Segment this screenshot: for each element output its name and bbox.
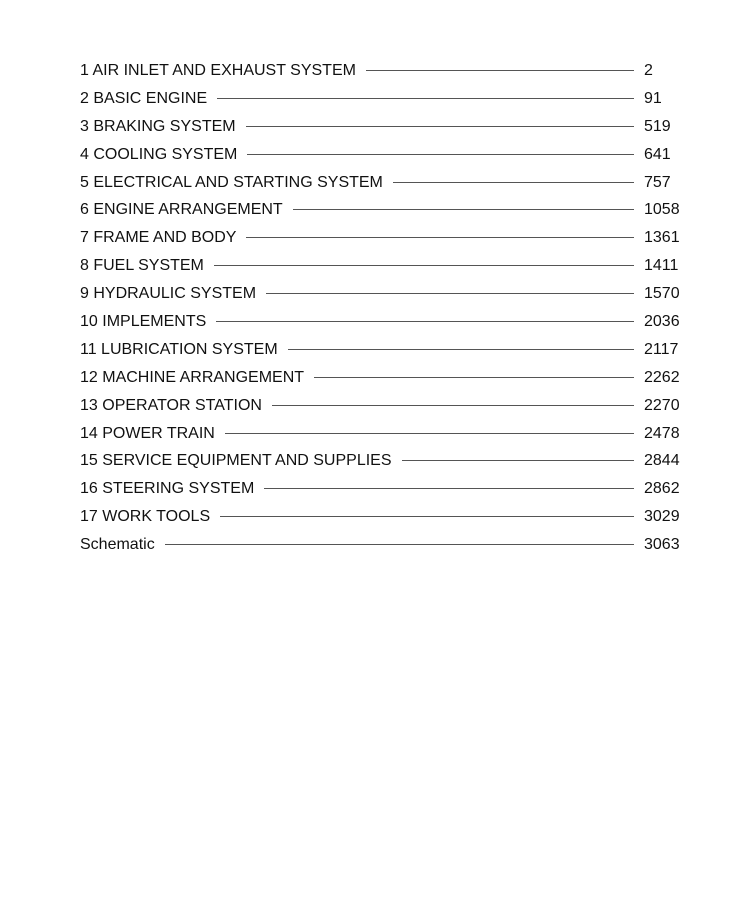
toc-entry-page[interactable]: 2036 bbox=[644, 313, 680, 331]
toc-leader-line bbox=[293, 209, 634, 210]
toc-entry-page[interactable]: 2117 bbox=[644, 340, 679, 358]
toc-entry-title[interactable]: 5 ELECTRICAL AND STARTING SYSTEM bbox=[80, 173, 383, 191]
toc-entry[interactable] bbox=[80, 141, 680, 169]
toc-leader-line bbox=[217, 98, 634, 99]
toc-entry[interactable] bbox=[80, 503, 680, 531]
toc-entry-title[interactable]: 13 OPERATOR STATION bbox=[80, 396, 262, 414]
toc-entry-title[interactable]: 2 BASIC ENGINE bbox=[80, 89, 208, 107]
toc-entry[interactable] bbox=[80, 280, 680, 308]
toc-entry-title[interactable]: 9 HYDRAULIC SYSTEM bbox=[80, 285, 257, 303]
toc-entry-title[interactable]: 4 COOLING SYSTEM bbox=[80, 145, 238, 163]
toc-entry-page[interactable]: 1411 bbox=[644, 257, 679, 275]
toc-entry-title[interactable]: 12 MACHINE ARRANGEMENT bbox=[80, 368, 305, 386]
toc-entry[interactable] bbox=[80, 364, 680, 392]
toc-entry[interactable] bbox=[80, 336, 680, 364]
toc-entry[interactable] bbox=[80, 252, 680, 280]
toc-entry-title[interactable]: Schematic bbox=[80, 536, 155, 554]
toc-entry[interactable] bbox=[80, 169, 680, 197]
toc-entry-title[interactable]: 8 FUEL SYSTEM bbox=[80, 257, 204, 275]
toc-leader-line bbox=[272, 405, 634, 406]
toc-entry[interactable] bbox=[80, 196, 680, 224]
toc-entry-page[interactable]: 3029 bbox=[644, 508, 680, 526]
toc-leader-line bbox=[216, 321, 634, 322]
toc-entry-page[interactable]: 2844 bbox=[644, 452, 680, 470]
toc-leader-line bbox=[246, 126, 634, 127]
toc-entry[interactable] bbox=[80, 224, 680, 252]
toc-entry-page[interactable]: 2862 bbox=[644, 480, 680, 498]
toc-entry-page[interactable]: 1570 bbox=[644, 285, 680, 303]
toc-leader-line bbox=[402, 460, 634, 461]
toc-leader-line bbox=[246, 237, 634, 238]
toc-entry-title[interactable]: 17 WORK TOOLS bbox=[80, 508, 211, 526]
toc-entry-page[interactable]: 2 bbox=[644, 62, 653, 79]
toc-entry-title[interactable]: 15 SERVICE EQUIPMENT AND SUPPLIES bbox=[80, 452, 392, 470]
toc-entry[interactable] bbox=[80, 113, 680, 141]
toc-entry-title[interactable]: 7 FRAME AND BODY bbox=[80, 229, 237, 247]
toc-entry-page[interactable]: 1361 bbox=[644, 229, 680, 247]
table-of-contents bbox=[80, 57, 680, 559]
toc-leader-line bbox=[366, 70, 634, 71]
toc-entry-title[interactable]: 14 POWER TRAIN bbox=[80, 424, 215, 442]
toc-leader-line bbox=[393, 182, 634, 183]
toc-entry-page[interactable]: 2478 bbox=[644, 424, 680, 442]
toc-leader-line bbox=[247, 154, 634, 155]
toc-entry[interactable] bbox=[80, 475, 680, 503]
toc-entry-page[interactable]: 2262 bbox=[644, 368, 680, 386]
toc-leader-line bbox=[266, 293, 634, 294]
toc-entry-page[interactable]: 757 bbox=[644, 173, 671, 191]
toc-entry[interactable] bbox=[80, 447, 680, 475]
toc-leader-line bbox=[220, 516, 634, 517]
toc-leader-line bbox=[314, 377, 634, 378]
toc-entry-title[interactable]: 6 ENGINE ARRANGEMENT bbox=[80, 201, 283, 219]
toc-entry[interactable] bbox=[80, 531, 680, 559]
toc-leader-line bbox=[165, 544, 634, 545]
toc-entry[interactable] bbox=[80, 392, 680, 420]
toc-entry-page[interactable]: 3063 bbox=[644, 536, 680, 554]
toc-entry-page[interactable]: 91 bbox=[644, 89, 662, 107]
toc-leader-line bbox=[225, 433, 634, 434]
toc-entry-page[interactable]: 1058 bbox=[644, 201, 680, 219]
toc-entry[interactable] bbox=[80, 85, 680, 113]
toc-entry-page[interactable]: 2270 bbox=[644, 396, 680, 414]
toc-entry[interactable] bbox=[80, 308, 680, 336]
toc-entry-page[interactable]: 641 bbox=[644, 145, 671, 163]
toc-entry-page[interactable]: 519 bbox=[644, 117, 671, 135]
toc-entry-title[interactable]: 1 AIR INLET AND EXHAUST SYSTEM bbox=[80, 62, 356, 79]
toc-entry-title[interactable]: 16 STEERING SYSTEM bbox=[80, 480, 255, 498]
toc-leader-line bbox=[264, 488, 634, 489]
toc-entry-title[interactable]: 3 BRAKING SYSTEM bbox=[80, 117, 236, 135]
toc-entry-title[interactable]: 11 LUBRICATION SYSTEM bbox=[80, 340, 278, 358]
toc-leader-line bbox=[288, 349, 634, 350]
toc-entry[interactable] bbox=[80, 420, 680, 448]
toc-entry[interactable] bbox=[80, 57, 680, 85]
toc-leader-line bbox=[214, 265, 634, 266]
toc-entry-title[interactable]: 10 IMPLEMENTS bbox=[80, 313, 207, 331]
